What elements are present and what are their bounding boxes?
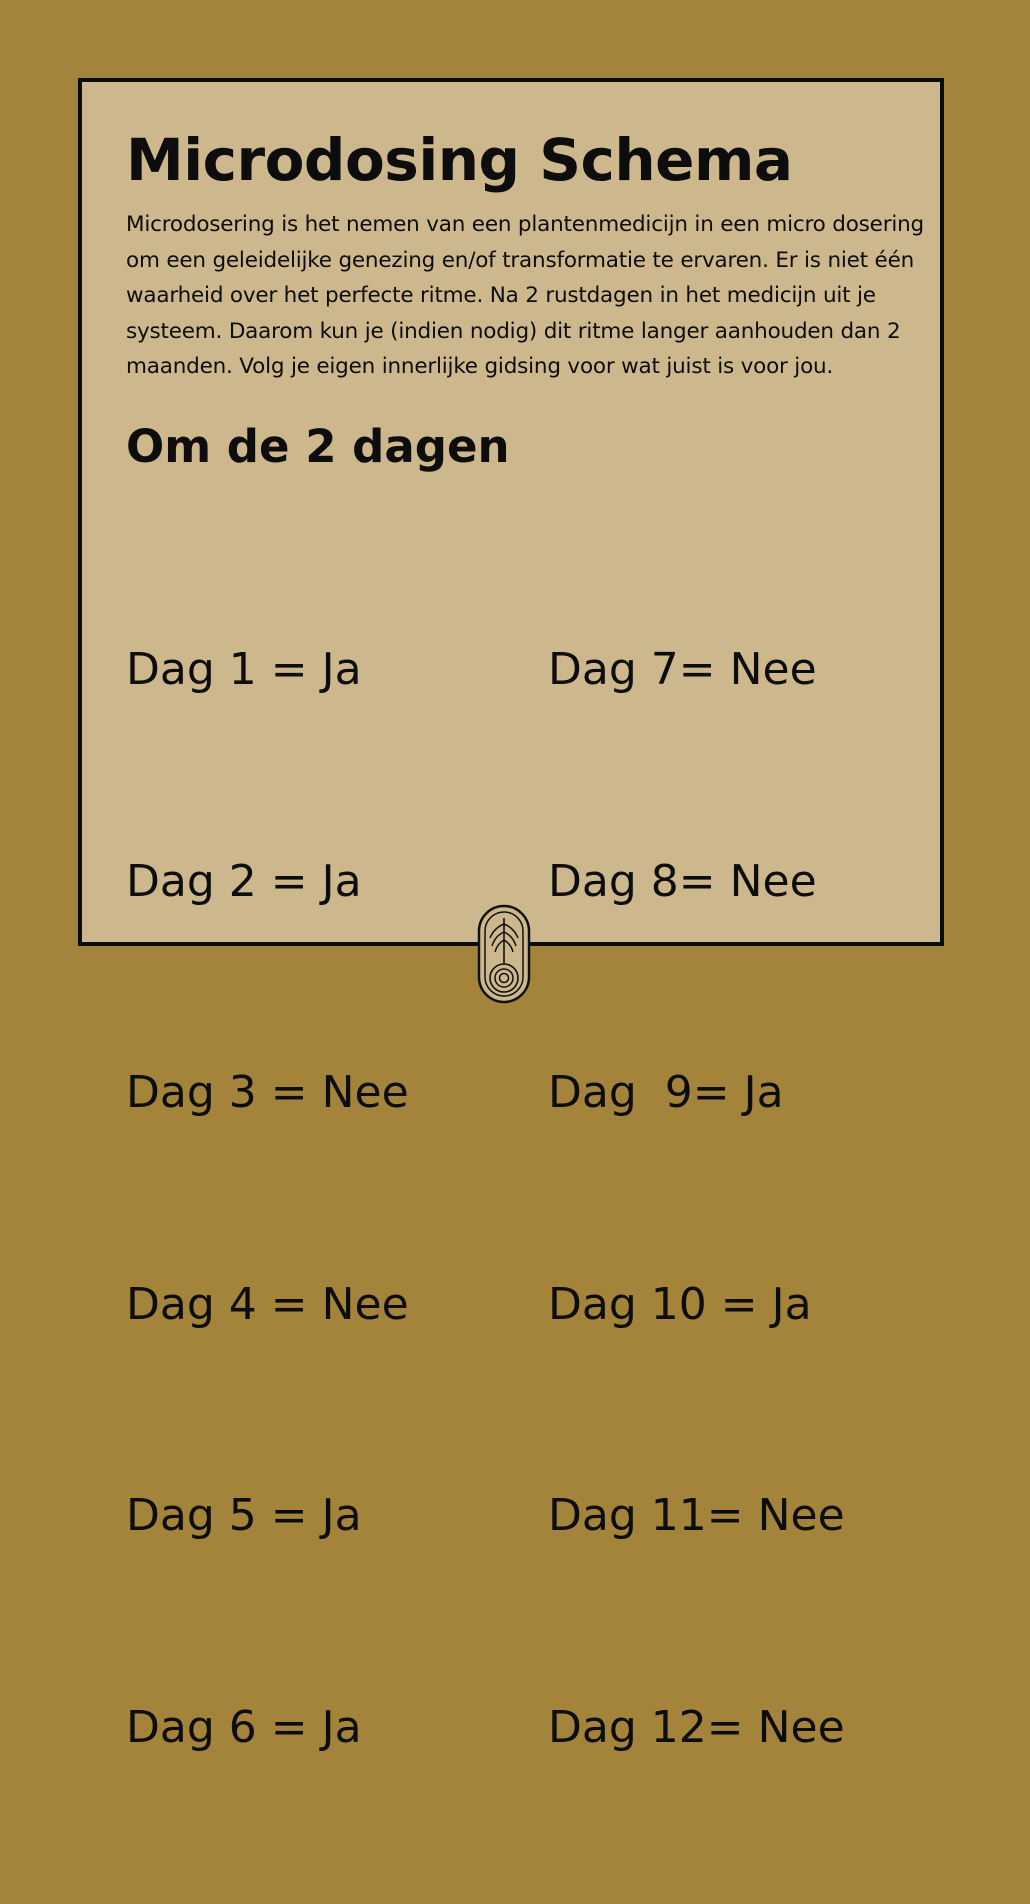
- schedule-row: Dag 5 = Ja: [126, 1490, 362, 1541]
- schedule-row: Dag 12= Nee: [548, 1701, 845, 1753]
- schedule-row: Dag 6 = Ja: [126, 1701, 362, 1753]
- page-title: Microdosing Schema: [126, 126, 793, 194]
- plant-capsule-icon: [477, 904, 531, 1004]
- schedule-subtitle: Om de 2 dagen: [126, 420, 510, 473]
- schedule-row: Dag 3 = Nee: [126, 1067, 409, 1118]
- intro-text: Microdosering is het nemen van een plantenmedicijn in een micro dosering om een geleidelijke genezing en/of transformatie te ervaren. Er is niet één waarheid over het perfecte ritme. Na 2 rustdagen in het medicijn uit je systeem. Daarom kun je (indien nodig) dit ritme langer aanhouden dan 2 maanden. Volg je eigen innerlijke gidsing voor wat juist is voor jou.: [126, 212, 924, 379]
- schedule-row: Dag 9= Ja: [548, 1067, 784, 1118]
- schedule-row: Dag 7= Nee: [548, 644, 817, 695]
- schedule-row: Dag 10 = Ja: [548, 1278, 812, 1330]
- schedule-row: Dag 1 = Ja: [126, 644, 362, 695]
- schedule-card: [78, 78, 944, 1753]
- schedule-column-right: [548, 494, 845, 1904]
- schedule-row: Dag 2 = Ja: [126, 855, 362, 907]
- schedule-row: Dag 8= Nee: [548, 855, 817, 907]
- schedule-column-left: [126, 494, 409, 1904]
- schedule-row: Dag 4 = Nee: [126, 1278, 409, 1330]
- schedule-row: Dag 11= Nee: [548, 1490, 845, 1541]
